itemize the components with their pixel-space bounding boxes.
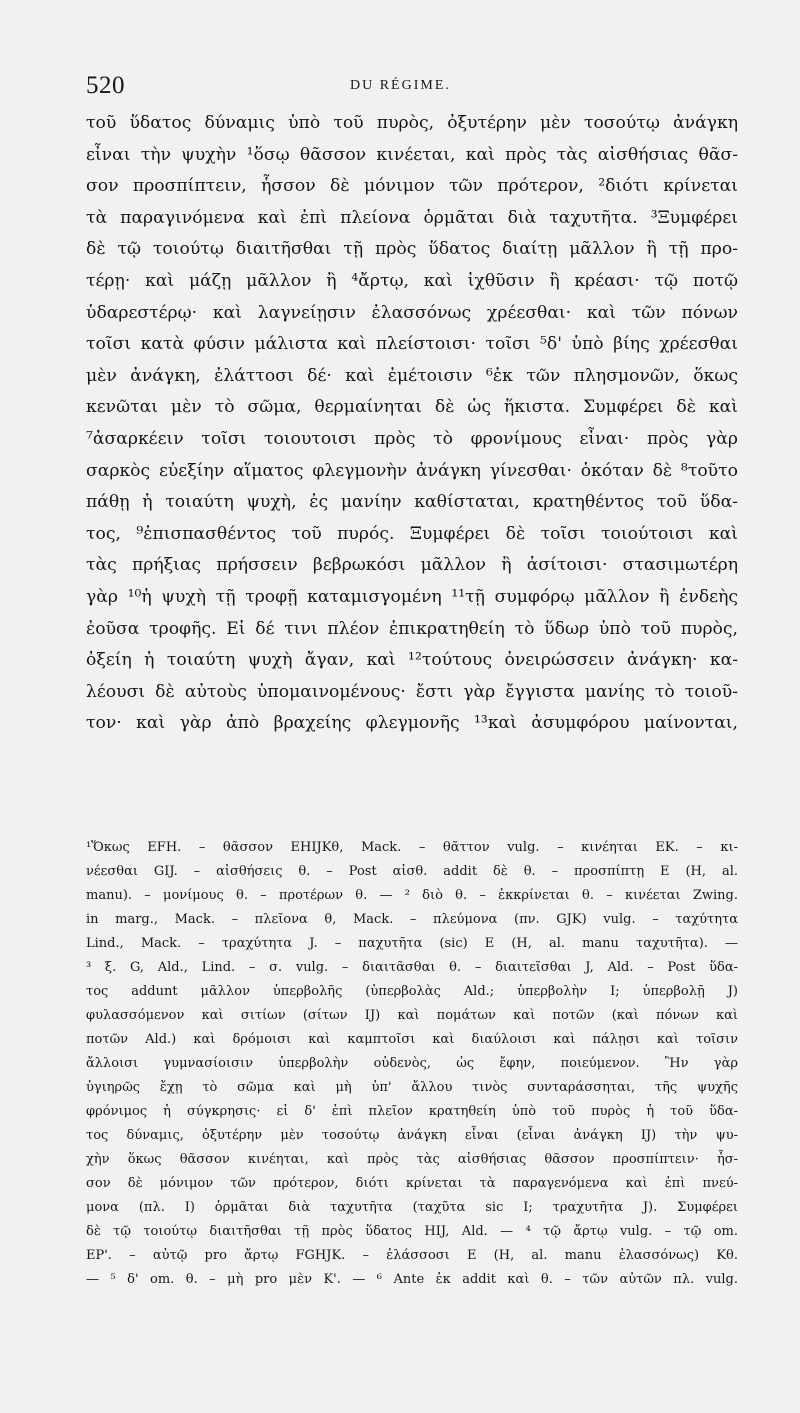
text-line: τὰ παραγινόμενα καὶ ἐπὶ πλείονα ὁρμᾶται διὰ ταχυτῆτα. ³Ξυμφέρει <box>86 207 738 228</box>
text-line: τοῦ ὕδατος δύναμις ὑπὸ τοῦ πυρὸς, ὀξυτέρην μὲν τοσούτῳ ἀνάγκη <box>86 113 738 133</box>
text-line: σαρκὸς εὐεξίην αἵματος φλεγμονὴν ἀνάγκη γίνεσθαι· ὁκόταν δὲ ⁸τοῦτο <box>86 460 738 481</box>
footnote-line: μονα (πλ. I) ὁρμᾶται διὰ ταχυτῆτα (ταχῦτα sic I; τραχυτῆτα J). Συμφέρει <box>86 1200 738 1215</box>
footnote-line: ποτῶν Ald.) καὶ δρόμοισι καὶ καμπτοῖσι καὶ διαύλοισι καὶ πάλῃσι καὶ τοῖσιν <box>86 1032 738 1047</box>
footnote-line: δὲ τῷ τοιούτῳ διαιτῆσθαι τῇ πρὸς ὕδατος HIJ, Ald. — ⁴ τῷ ἄρτῳ vulg. – τῷ om. <box>86 1224 738 1239</box>
text-line: γὰρ ¹⁰ἡ ψυχὴ τῇ τροφῇ καταμισγομένη ¹¹τῇ συμφόρῳ μᾶλλον ἢ ἐνδεὴς <box>86 586 738 607</box>
text-line: κενῶται μὲν τὸ σῶμα, θερμαίνηται δὲ ὡς ἥκιστα. Συμφέρει δὲ καὶ <box>86 397 738 418</box>
text-line: ὀξείη ἡ τοιαύτη ψυχὴ ἄγαν, καὶ ¹²τούτους ὀνειρώσσειν ἀνάγκη· κα- <box>86 650 738 671</box>
running-title: DU RÉGIME. <box>350 78 451 93</box>
main-greek-text <box>86 108 738 740</box>
footnote-line: φυλασσόμενον καὶ σιτίων (σίτων IJ) καὶ πομάτων καὶ ποτῶν (καὶ πόνων καὶ <box>86 1008 738 1023</box>
text-line: τον· καὶ γὰρ ἀπὸ βραχείης φλεγμονῆς ¹³καὶ ἀσυμφόρου μαίνονται, <box>86 713 738 734</box>
footnote-line: ἄλλοισι γυμνασίοισιν ὑπερβολὴν οὐδενὸς, ὡς ἔφην, ποιεύμενον. Ἢν γὰρ <box>86 1056 738 1071</box>
text-line: τὰς πρήξιας πρήσσειν βεβρωκόσι μᾶλλον ἢ ἀσίτοισι· στασιμωτέρη <box>86 555 738 576</box>
footnote-line: — ⁵ δ' om. θ. – μὴ pro μὲν K'. — ⁶ Ante ἐκ addit καὶ θ. – τῶν αὐτῶν πλ. vulg. <box>86 1272 738 1287</box>
text-line: ἐοῦσα τροφῆς. Εἰ δέ τινι πλέον ἐπικρατηθείη τὸ ὕδωρ ὑπὸ τοῦ πυρὸς, <box>86 618 738 639</box>
text-line: σον προσπίπτειν, ἧσσον δὲ μόνιμον τῶν πρότερον, ²διότι κρίνεται <box>86 176 738 197</box>
text-line: δὲ τῷ τοιούτῳ διαιτῆσθαι τῇ πρὸς ὕδατος διαίτῃ μᾶλλον ἢ τῇ προ- <box>86 239 738 260</box>
page-header <box>86 72 736 104</box>
text-line: τοῖσι κατὰ φύσιν μάλιστα καὶ πλείστοισι· τοῖσι ⁵δ' ὑπὸ βίης χρέεσθαι <box>86 334 738 355</box>
footnote-line: manu). – μονίμους θ. – προτέρων θ. — ² διὸ θ. – ἐκκρίνεται θ. – κινέεται Zwing. <box>86 888 738 903</box>
text-line: τέρῃ· καὶ μάζῃ μᾶλλον ἢ ⁴ἄρτῳ, καὶ ἰχθῦσιν ἢ κρέασι· τῷ ποτῷ <box>86 270 738 291</box>
footnote-line: EP'. – αὐτῷ pro ἄρτῳ FGHJK. – ἐλάσσοσι E (H, al. manu ἐλασσόνως) Kθ. <box>86 1248 738 1263</box>
footnote-line: τος addunt μᾶλλον ὑπερβολῆς (ὑπερβολὰς Ald.; ὑπερβολὴν I; ὑπερβολῇ J) <box>86 984 738 999</box>
text-line: ὑδαρεστέρῳ· καὶ λαγνείῃσιν ἐλασσόνως χρέεσθαι· καὶ τῶν πόνων <box>86 302 738 323</box>
page-number: 520 <box>86 72 125 99</box>
footnote-line: σον δὲ μόνιμον τῶν πρότερον, διότι κρίνεται τὰ παραγενόμενα καὶ ἐπὶ πνεύ- <box>86 1176 738 1191</box>
text-line: πάθῃ ἡ τοιαύτη ψυχὴ, ἐς μανίην καθίσταται, κρατηθέντος τοῦ ὕδα- <box>86 492 738 513</box>
footnote-line: in marg., Mack. – πλεῖονα θ, Mack. – πλεύμονα (πν. GJK) vulg. – ταχύτητα <box>86 912 738 927</box>
footnote-line: χὴν ὅκως θᾶσσον κινέηται, καὶ πρὸς τὰς αἰσθήσιας θᾶσσον προσπίπτειν· ἧσ- <box>86 1152 738 1167</box>
footnote-line: ¹Ὅκως EFH. – θᾶσσον EHIJKθ, Mack. – θᾶττον vulg. – κινέηται EK. – κι- <box>86 840 738 855</box>
text-line: τος, ⁹ἐπισπασθέντος τοῦ πυρός. Ξυμφέρει δὲ τοῖσι τοιούτοισι καὶ <box>86 523 738 544</box>
text-line: ⁷ἀσαρκέειν τοῖσι τοιουτοισι πρὸς τὸ φρονίμους εἶναι· πρὸς γὰρ <box>86 428 738 449</box>
footnote-line: νέεσθαι GIJ. – αἰσθήσεις θ. – Post αἰσθ. addit δὲ θ. – προσπίπτῃ E (H, al. <box>86 864 738 879</box>
footnote-line: ³ ξ. G, Ald., Lind. – σ. vulg. – διαιτᾶσθαι θ. – διαιτεῖσθαι J, Ald. – Post ὕδα- <box>86 960 738 975</box>
text-line: μὲν ἀνάγκη, ἐλάττοσι δέ· καὶ ἐμέτοισιν ⁶ἐκ τῶν πλησμονῶν, ὅκως <box>86 365 738 386</box>
footnotes <box>86 836 738 1292</box>
footnote-line: Lind., Mack. – τραχύτητα J. – παχυτῆτα (sic) E (H, al. manu ταχυτῆτα). — <box>86 936 738 951</box>
text-line: εἶναι τὴν ψυχὴν ¹ὅσῳ θᾶσσον κινέεται, καὶ πρὸς τὰς αἰσθήσιας θᾶσ- <box>86 144 738 165</box>
footnote-line: φρόνιμος ἡ σύγκρησις· εἰ δ' ἐπὶ πλεῖον κρατηθείη ὑπὸ τοῦ πυρὸς ἡ τοῦ ὕδα- <box>86 1104 738 1119</box>
footnote-line: ὑγιηρῶς ἔχῃ τὸ σῶμα καὶ μὴ ὑπ' ἄλλου τινὸς συνταράσσηται, τῆς ψυχῆς <box>86 1080 738 1095</box>
text-line: λέουσι δὲ αὐτοὺς ὑπομαινομένους· ἔστι γὰρ ἔγγιστα μανίης τὸ τοιοῦ- <box>86 681 738 702</box>
footnote-line: τος δύναμις, ὀξυτέρην μὲν τοσούτῳ ἀνάγκη εἶναι (εἶναι ἀνάγκη IJ) τὴν ψυ- <box>86 1128 738 1143</box>
